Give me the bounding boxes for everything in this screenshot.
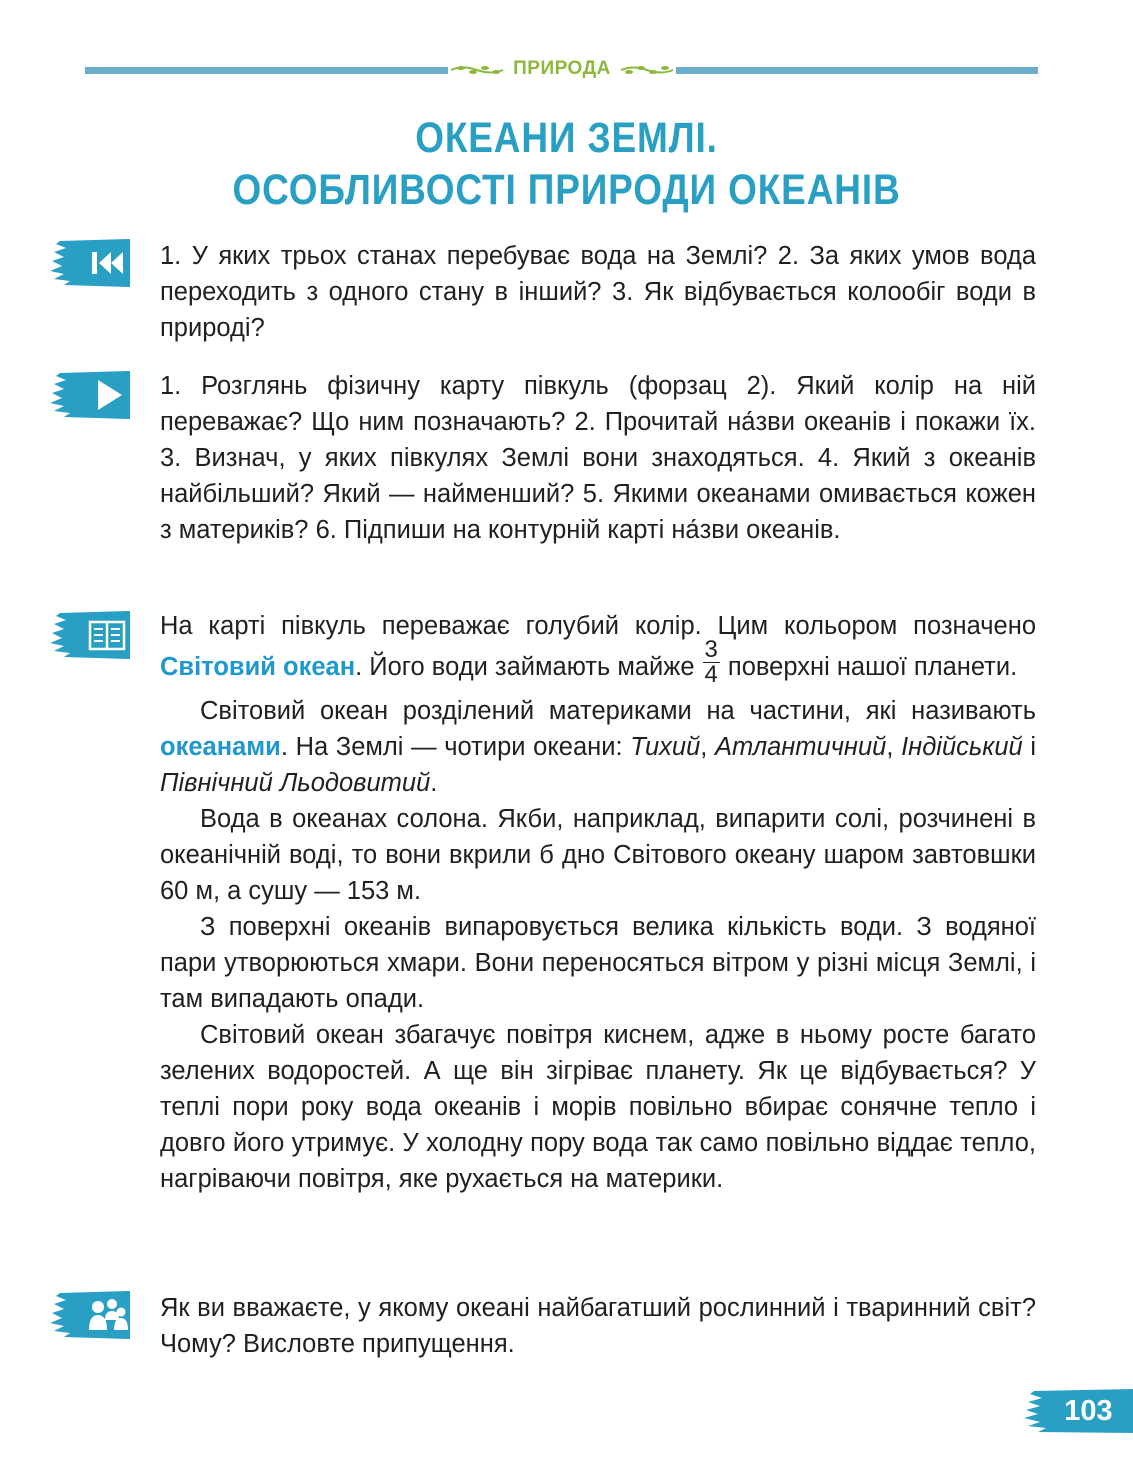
reading-p2-mid: . На Землі — чотири океани: [280,733,631,761]
reading-text [160,608,1036,1197]
ocean-indian: Індійський [901,733,1023,761]
ocean-pacific: Тихий [630,733,701,761]
discussion-question [160,1290,1036,1362]
ocean-arctic: Північний Льодовитий [160,769,431,797]
rewind-icon [50,238,132,288]
people-group-icon [50,1290,132,1340]
reading-paragraph-2 [160,693,1036,801]
reading-paragraph-1 [160,608,1036,693]
activity-text: 1. Розглянь фізичну карту півкуль (форзац 2). Який колір на ній переважає? Що ним позначають? 2. Прочитай на́зви океанів і покажи їх. 3. Визнач, у яких півкулях Землі вони знаходяться. 4. Який з океанів найбільший? Який — найменший? 5. Якими океанами омивається кожен з материків? 6. Підпиши на контурній карті на́зви океанів. [160,372,1036,544]
activity-tasks [160,368,1036,548]
separator: і [1022,733,1037,761]
discussion-text: Як ви вважаєте, у якому океані найбагатший рослинний і тваринний світ? Чому? Висловте припущення. [160,1294,1036,1358]
section-header [448,56,676,82]
leaf-sprig-right-icon [619,63,675,75]
separator: , [886,733,902,761]
reading-paragraph-3: Вода в океанах солона. Якби, наприклад, випарити солі, розчинені в океанічній воді, то вони вкрили б дно Світового океану шаром завтовшки 60 м, а сушу — 153 м. [160,805,1036,905]
reading-paragraph-4: З поверхні океанів випаровується велика кількість води. З водяної пари утворюються хмари. Вони переносяться вітром у різні місця Землі, і там випадають опади. [160,913,1036,1013]
recall-text: 1. У яких трьох станах перебуває вода на Землі? 2. За яких умов вода переходить з одного стану в інший? 3. Як відбувається колообіг води в природі? [160,242,1036,342]
page-title [208,112,924,216]
separator: . [430,769,438,797]
separator: , [700,733,716,761]
fraction [703,638,720,687]
recall-questions [160,238,1036,346]
section-label: ПРИРОДА [513,58,611,79]
leaf-sprig-left-icon [449,63,505,75]
reading-paragraph-5: Світовий океан збагачує повітря киснем, адже в ньому росте багато зелених водоростей. А ще він зігріває планету. Як це відбувається? У теплі пори року вода океанів і морів повільно вбирає сонячне тепло і довго його утримує. У холодну пору вода так само повільно віддає тепло, нагріваючи повітря, яке рухається на материки. [160,1021,1036,1193]
fraction-numerator: 3 [704,636,718,663]
reading-p1-end: поверхні нашої планети. [727,653,1018,682]
reading-p2-start: Світовий океан розділений материками на частини, які називають [200,697,1036,725]
ocean-atlantic: Атлантичний [715,733,887,761]
page-number-badge [1022,1389,1133,1433]
reading-p1-mid: . Його води займають майже [355,653,695,682]
play-icon [50,370,132,420]
title-line-1: ОКЕАНИ ЗЕМЛІ. [415,114,718,162]
reading-p1-start: На карті півкуль переважає голубий колір. Цим кольором позначено [160,612,1036,640]
page-number: 103 [1064,1395,1113,1427]
fraction-denominator: 4 [704,661,718,688]
book-icon [50,610,132,660]
title-line-2: ОСОБЛИВОСТІ ПРИРОДИ ОКЕАНІВ [232,166,901,214]
term-world-ocean: Світовий океан [160,653,356,682]
term-oceans: океанами [160,733,281,761]
